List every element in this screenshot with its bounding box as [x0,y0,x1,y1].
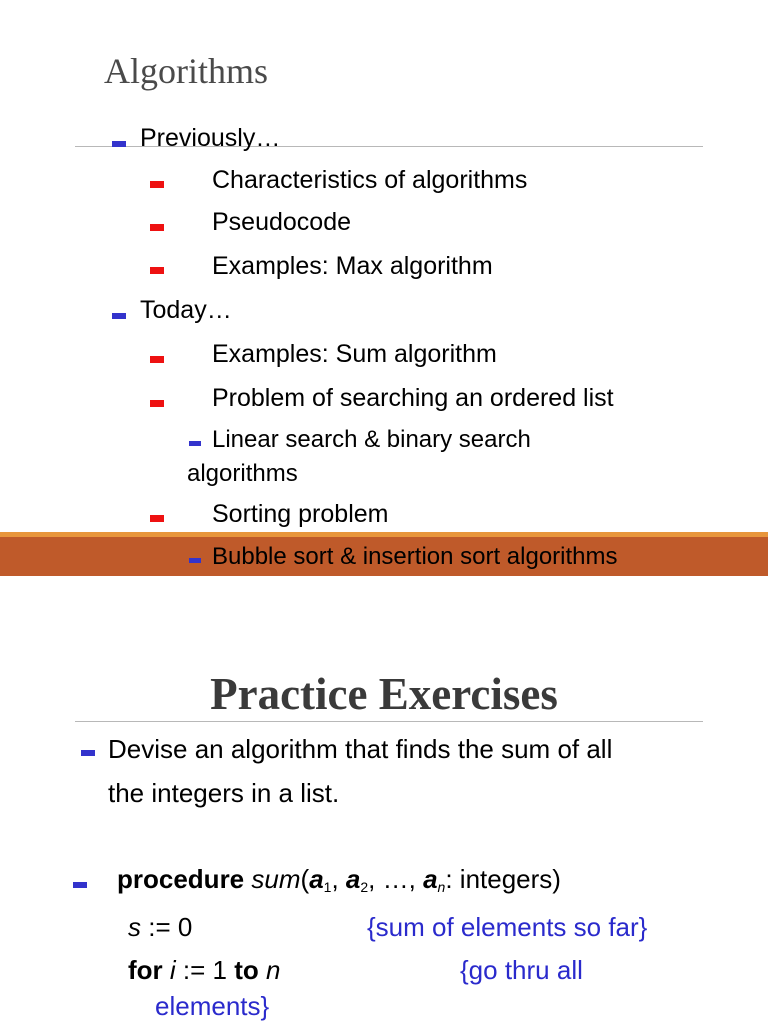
procedure-tail: : integers) [445,864,561,894]
slide2-title: Practice Exercises [210,669,558,719]
prev-item-3: Examples: Max algorithm [212,252,493,280]
n-variable: n [266,955,281,985]
red-bullet-icon [150,224,164,231]
for-loop-line [128,955,280,986]
exercise-line-1: Devise an algorithm that finds the sum of all [108,734,613,764]
red-bullet-icon [150,400,164,407]
comment-go-thru-all: {go thru all [460,955,583,985]
blue-bullet-icon [189,441,201,446]
red-bullet-icon [150,356,164,363]
blue-bullet-icon [112,141,126,147]
param-a: a [309,864,324,894]
today-heading: Today… [140,296,232,324]
blue-bullet-icon [81,750,95,756]
comma: , [408,864,424,894]
sum-init-line [128,912,192,943]
blue-bullet-icon [189,558,201,563]
prev-item-1: Characteristics of algorithms [212,166,528,194]
blue-bullet-icon [112,313,126,319]
subscript-n: n [437,879,446,895]
procedure-keyword: procedure [117,864,245,894]
for-assign: := 1 [175,955,235,985]
procedure-name: sum [251,864,301,894]
comment-elements: elements} [155,991,270,1021]
comma: , [331,864,346,894]
red-bullet-icon [150,515,164,522]
search-sub-line1: Linear search & binary search [212,426,531,453]
exercise-line-2: the integers in a list. [108,778,340,808]
to-keyword: to [234,955,259,985]
sorting-item: Sorting problem [212,500,389,528]
today-item-1: Examples: Sum algorithm [212,340,497,368]
today-item-2: Problem of searching an ordered list [212,384,614,412]
comment-sum-so-far: {sum of elements so far} [367,912,648,942]
procedure-signature [117,864,561,895]
i-variable: i [169,955,176,985]
blue-bullet-icon [73,882,87,888]
red-bullet-icon [150,267,164,274]
s-variable: s [128,912,141,942]
assign-zero: := 0 [141,912,193,942]
subscript-1: 1 [323,879,332,895]
for-keyword: for [128,955,163,985]
open-paren: ( [300,864,310,894]
prev-item-2: Pseudocode [212,208,352,236]
subscript-2: 2 [360,879,369,895]
param-a: a [345,864,361,894]
param-a: a [423,864,438,894]
search-sub-line2: algorithms [187,460,298,487]
slide1-title: Algorithms [104,51,269,91]
comma: , [368,864,383,894]
sorting-sub-item: Bubble sort & insertion sort algorithms [212,543,618,570]
red-bullet-icon [150,181,164,188]
title-divider [75,721,703,722]
ellipsis: … [382,864,409,894]
previously-heading: Previously… [140,124,281,152]
